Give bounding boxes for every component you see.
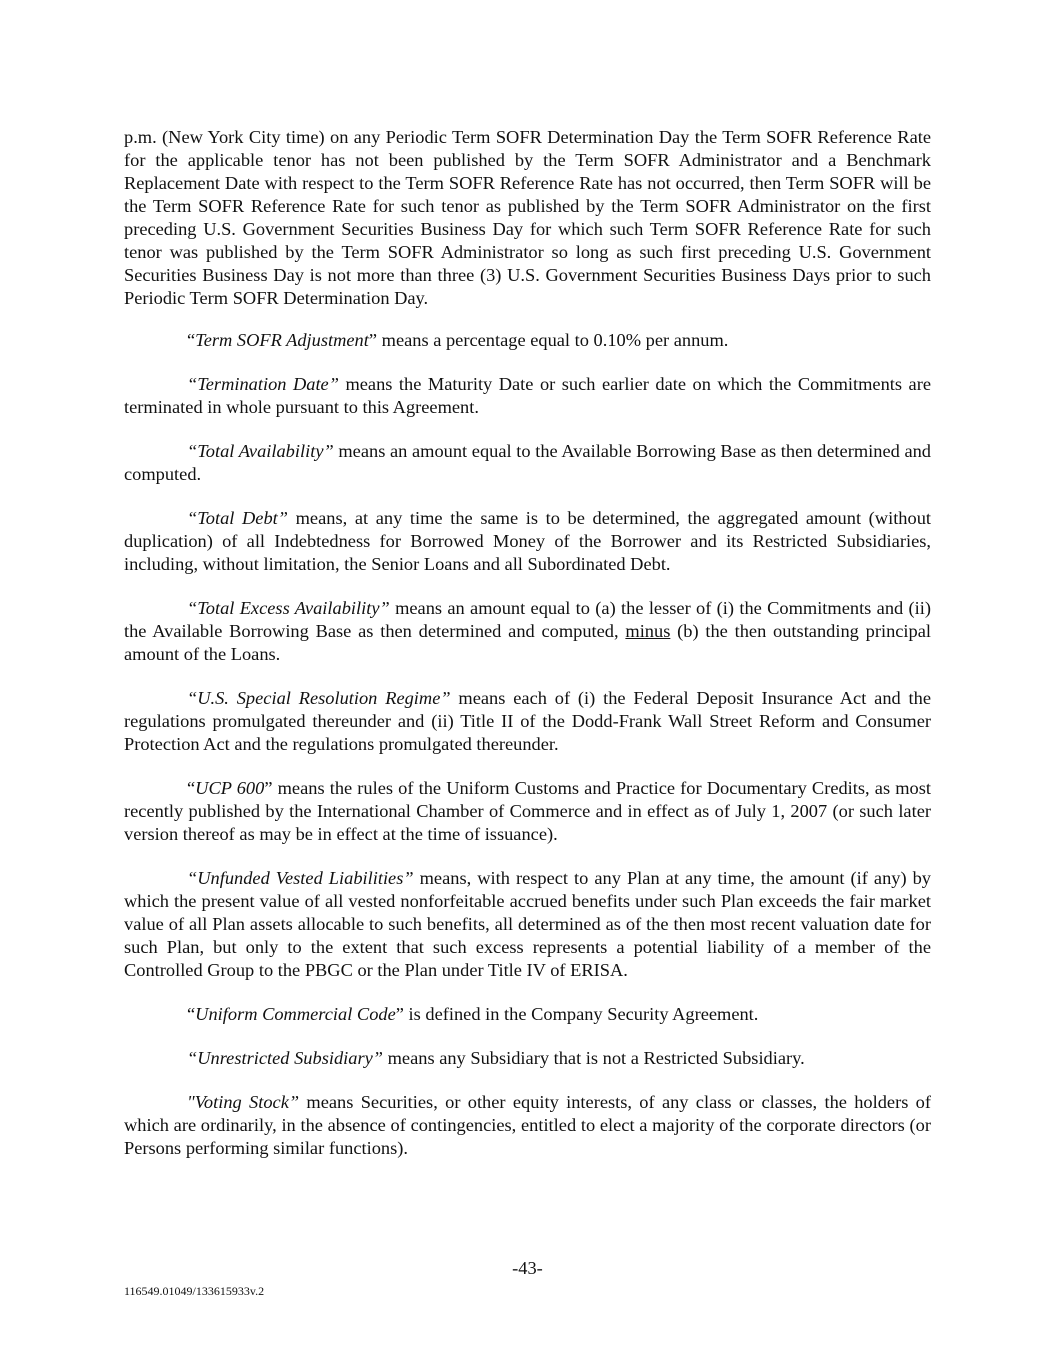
definition-text: means each of (i) the Federal Deposit Insurance Act and the regulations promulgated thereunder and (ii) Title II of the Dodd-Frank Wall Street Reform and Consumer Protection Act and the regulations promulgated thereunder. (124, 688, 932, 754)
definition-text: is defined in the Company Security Agreement. (403, 1004, 759, 1024)
definition-paragraph (124, 687, 931, 756)
definition-paragraph (124, 1091, 931, 1160)
close-quote: ” (368, 330, 378, 350)
defined-term: “Total Excess Availability” (187, 598, 390, 618)
close-quote: ” (395, 1004, 404, 1024)
definition-paragraph (124, 1003, 931, 1026)
definition-paragraph (124, 777, 931, 846)
definition-text: means an amount equal to the Available Borrowing Base as then determined and computed. (124, 441, 931, 484)
open-quote: “ (187, 1004, 196, 1024)
definition-text: means an amount equal to (a) the lesser of (i) the Commitments and (ii) the Available Borrowing Base as then determined and computed, (124, 598, 932, 641)
definition-paragraph (124, 597, 931, 666)
definition-text-continued: (b) the then outstanding principal amount of the Loans. (124, 621, 932, 664)
close-quote: ” (264, 778, 273, 798)
definition-text: means the Maturity Date or such earlier date on which the Commitments are terminated in whole pursuant to this Agreement. (124, 374, 931, 417)
continuation-paragraph: p.m. (New York City time) on any Periodic Term SOFR Determination Day the Term SOFR Reference Rate for the applicable tenor has not been published by the Term SOFR Administrator and a Benchmark Replacement Date with respect to the Term SOFR Reference Rate has not occurred, then Term SOFR will be the Term SOFR Reference Rate for such tenor as published by the Term SOFR Administrator on the first preceding U.S. Government Securities Business Day for which such Term SOFR Reference Rate for such tenor was published by the Term SOFR Administrator so long as such first preceding U.S. Government Securities Business Day is not more than three (3) U.S. Government Securities Business Days prior to such Periodic Term SOFR Determination Day. (124, 127, 931, 308)
definition-text: means, at any time the same is to be determined, the aggregated amount (without duplication) of all Indebtedness for Borrowed Money of the Borrower and its Restricted Subsidiaries, including, without limitation, the Senior Loans and all Subordinated Debt. (124, 508, 931, 574)
definition-paragraph (124, 507, 931, 576)
defined-term: "Voting Stock” (187, 1092, 300, 1112)
open-quote: “ (187, 778, 196, 798)
definition-paragraph (124, 373, 931, 419)
definition-text: means, with respect to any Plan at any time, the amount (if any) by which the present value of all vested nonforfeitable accrued benefits under such Plan exceeds the fair market value of all Plan assets allocable to such benefits, all determined as of the then most recent valuation date for such Plan, but only to the extent that such excess represents a potential liability of a member of the Controlled Group to the PBGC or the Plan under Title IV of ERISA. (124, 868, 931, 980)
defined-term: “Total Debt” (187, 508, 288, 528)
definition-paragraph (124, 440, 931, 486)
defined-term: “Total Availability” (187, 441, 334, 461)
document-id: 116549.01049/133615933v.2 (124, 1284, 265, 1298)
defined-term: “Unrestricted Subsidiary” (187, 1048, 384, 1068)
underlined-word: minus (625, 621, 671, 641)
defined-term: UCP 600 (195, 778, 265, 798)
definition-paragraph (124, 329, 931, 352)
definition-text: means a percentage equal to 0.10% per annum. (377, 330, 729, 350)
document-body (124, 126, 931, 1181)
defined-term: Term SOFR Adjustment (195, 330, 369, 350)
defined-term: “Unfunded Vested Liabilities” (187, 868, 414, 888)
definition-text: means the rules of the Uniform Customs and Practice for Documentary Credits, as most recently published by the International Chamber of Commerce and in effect as of July 1, 2007 (or such later version thereof as may be in effect at the time of issuance). (124, 778, 931, 844)
definition-text: means any Subsidiary that is not a Restricted Subsidiary. (383, 1048, 805, 1068)
defined-term: Uniform Commercial Code (195, 1004, 396, 1024)
definition-text: means Securities, or other equity interests, of any class or classes, the holders of which are ordinarily, in the absence of contingencies, entitled to elect a majority of the corporate directors (or Persons performing similar functions). (124, 1092, 931, 1158)
defined-term: “U.S. Special Resolution Regime” (187, 688, 451, 708)
definition-paragraph (124, 867, 931, 982)
defined-term: “Termination Date” (187, 374, 339, 394)
page-number: -43- (512, 1258, 543, 1278)
open-quote: “ (187, 330, 196, 350)
definition-paragraph (124, 1047, 931, 1070)
